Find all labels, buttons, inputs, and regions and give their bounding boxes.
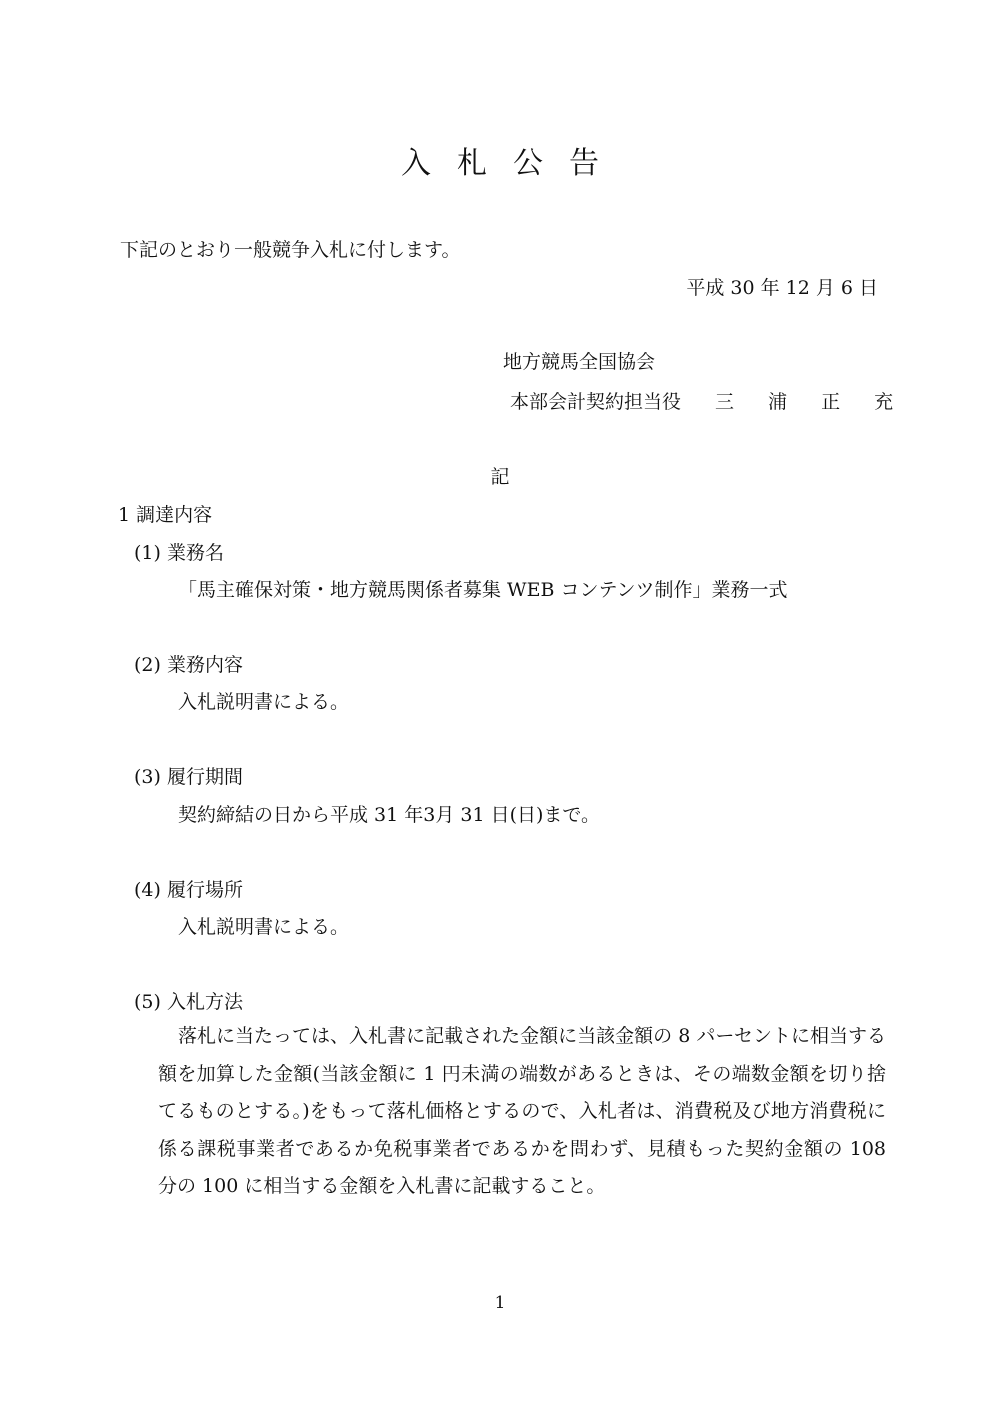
item-label-bidding-method: (5) 入札方法 [134,991,243,1013]
item-content-performance-period: 契約締結の日から平成 31 年3月 31 日(日)まで。 [178,804,601,826]
item-label-service-name: (1) 業務名 [134,542,224,564]
item-label-performance-place: (4) 履行場所 [134,879,243,901]
contract-officer [510,390,907,414]
section-heading: 1 調達内容 [118,504,213,526]
item-label-performance-period: (3) 履行期間 [134,766,243,788]
officer-name: 三 浦 正 充 [715,391,908,413]
item-content-performance-place: 入札説明書による。 [178,916,350,938]
page-number: 1 [494,1293,506,1313]
item-content-service-name: 「馬主確保対策・地方競馬関係者募集 WEB コンテンツ制作」業務一式 [178,579,788,601]
ki-heading: 記 [490,466,510,488]
document-title: 入札公告 [401,146,625,181]
item-label-service-content: (2) 業務内容 [134,654,243,676]
item-content-service-content: 入札説明書による。 [178,691,350,713]
officer-role: 本部会計契約担当役 [510,391,682,413]
item-content-bidding-method: 落札に当たっては、入札書に記載された金額に当該金額の 8 パーセントに相当する額を加算した金額(当該金額に 1 円未満の端数があるときは、その端数金額を切り捨てるものとする。)をもって落札価格とするので、入札者は、消費税及び地方消費税に係る課税事業者であるか免税事業者であるかを問わず、見積もった契約金額の 108 分の 100 に相当する金額を入札書に記載すること。 [158,1025,886,1197]
lead-sentence: 下記のとおり一般競争入札に付します。 [120,239,461,261]
notice-date: 平成 30 年 12 月 6 日 [686,277,878,299]
organization-name: 地方競馬全国協会 [503,351,656,373]
